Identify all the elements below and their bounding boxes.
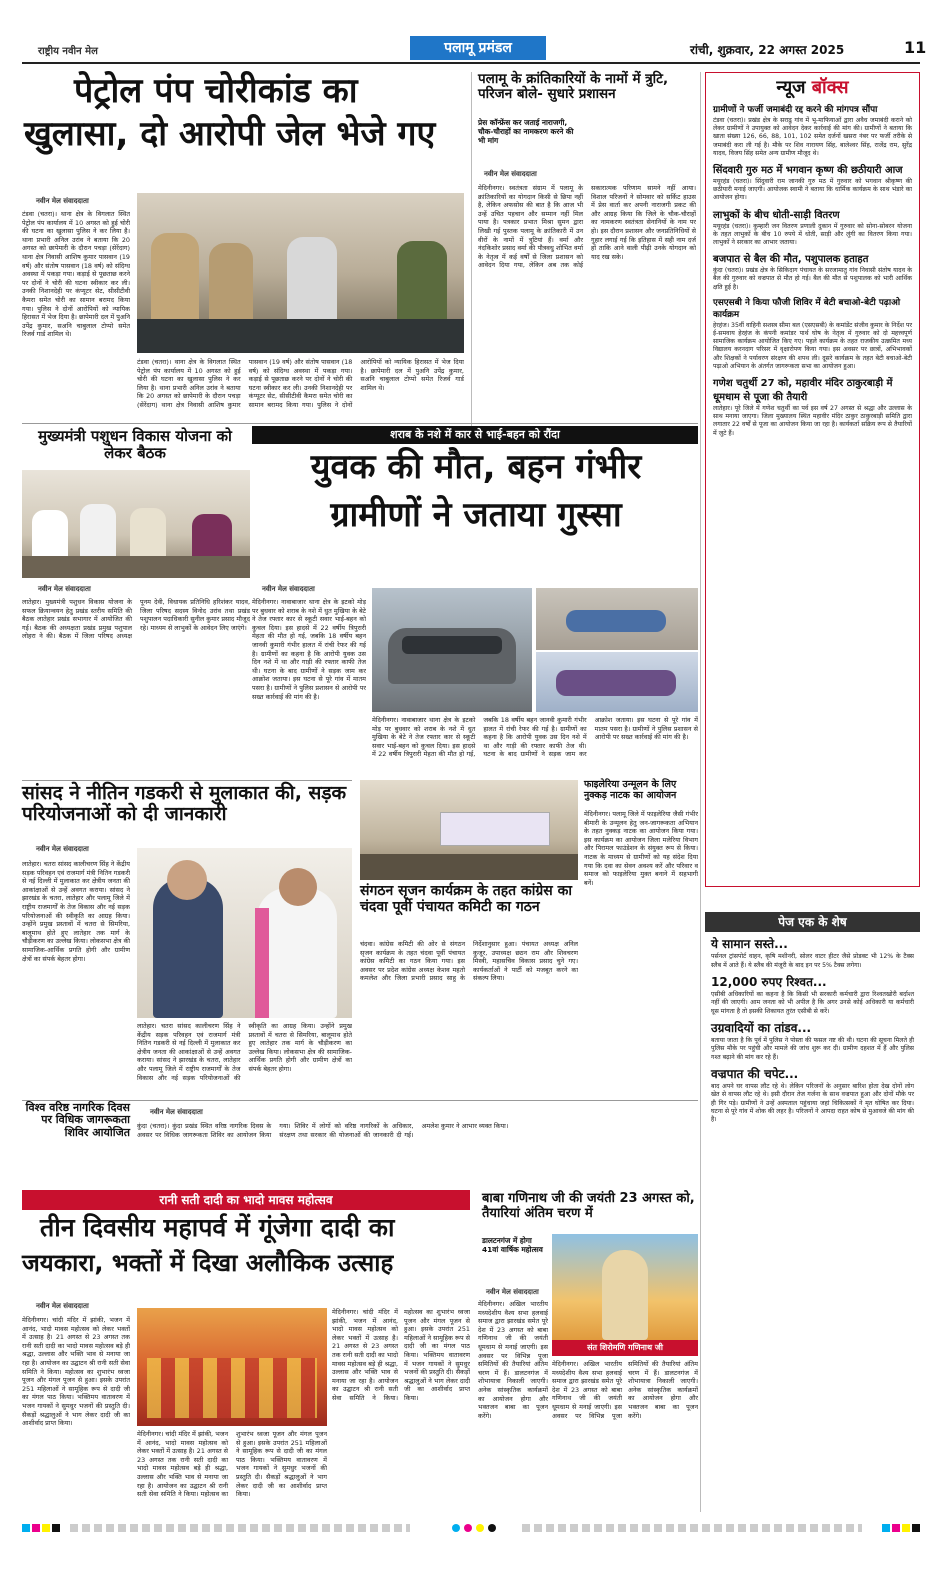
baba-photo	[552, 1234, 698, 1356]
rani-photo	[137, 1308, 327, 1426]
vishwa-body	[137, 1122, 698, 1188]
rani-band: रानी सती दादी का भादो मावस महोत्सव	[22, 1190, 470, 1210]
sharab-photo-car	[372, 588, 532, 712]
palamu-headline: पलामू के क्रांतिकारियों के नामों में त्रुटि, परिजन बोले- सुधारे प्रशासन	[478, 71, 669, 103]
mp-body	[22, 860, 130, 1100]
lead-photo	[137, 193, 464, 353]
sharab-body-text: मेदिनीनगर। नावाबाजार थाना क्षेत्र के इटको मोड़ पर बुधवार को शराब के नशे में धुत मुखिया के बेटे ने तेज रफ्तार कार से स्कूटी सवार भाई-बहन को कुचल दिया। इस हादसे में 22 वर्षीय त्रिपुरारी मेहता की मौत हो गई, जबकि 18 वर्षीय बहन जानवी कुमारी गंभीर हालत में रांची रेफर की गई है। ग्रामीणों का कहना है कि आरोपी युवक उस दिन नशे में था और गाड़ी की रफ्तार काफी तेज थी। घटना के बाद ग्रामीणों ने सड़क जाम कर आक्रोश जताया। इस घटना से पूरे गांव में मातम पसरा है। ग्रामीणों ने पुलिस प्रशासन से आरोपी पर सख्त कार्रवाई की मांग की है।	[252, 598, 366, 701]
mp-headline: सांसद ने नीतिन गडकरी से मुलाकात की, सड़क परियोजनाओं को दी जानकारी	[22, 782, 347, 826]
filariya-headline: फाइलेरिया उन्मूलन के लिए नुक्कड़ नाटक का आयोजन	[584, 779, 677, 801]
filariya-body: मेदिनीनगर। पलामू जिले में फाइलेरिया जैसी गंभीर बीमारी के उन्मूलन हेतु जन-जागरूकता अभियान के तहत नुक्कड़ नाटक का आयोजन किया गया। इस कार्यक्रम का आयोजन जिला मलेरिया विभाग और पिरामल फाउंडेशन के संयुक्त रूप से किया। नाटक के माध्यम से ग्रामीणों को यह संदेश दिया गया कि दवा का सेवन अवश्य करें और परिवार व समाज को फाइलेरिया मुक्त बनाने में सहभागी बनें।	[584, 810, 698, 887]
page-ek-item-body: बताया जाता है कि पूर्व में पुलिस ने पोस्ता की फसल नष्ट की थी। घटना की सूचना मिलते ही पुलिस मौके पर पहुंची और मामले की जांच शुरू कर दी। ग्रामीण दहशत में हैं और पुलिस गश्त बढ़ाने की मांग कर रहे हैं।	[711, 1037, 914, 1061]
masthead-left: राष्ट्रीय नवीन मेल	[38, 46, 98, 57]
vishwa-body-columns: कुंदा (चतरा)। कुंदा प्रखंड स्थित वरिष्ठ नागरिक दिवस के अवसर पर विधिक जागरूकता शिविर का आयोजन किया गया। शिविर में लोगों को वरिष्ठ नागरिकों के अधिकार, संरक्षण तथा सरकार की योजनाओं की जानकारी दी गई। अमलेश कुमार ने आभार व्यक्त किया।	[137, 1122, 509, 1139]
page-ek-section	[705, 912, 920, 1512]
palamu-body	[478, 118, 696, 418]
mp-body-columns: लातेहार। चतरा सांसद कालीचरण सिंह ने केंद्रीय सड़क परिवहन एवं राजमार्ग मंत्री नितिन गडकरी से नई दिल्ली में मुलाकात कर क्षेत्रीय जनता की आकांक्षाओं से उन्हें अवगत कराया। सांसद ने झारखंड के चतरा, लातेहार और पलामू जिले में राष्ट्रीय राजमार्गों के तेज विकास और नई सड़क परियोजनाओं की स्वीकृति का आग्रह किया। उन्होंने प्रमुख प्रस्तावों में चतरा से सिमरिया, बालूमाथ होते हुए लातेहार तक मार्ग के चौड़ीकरण का उल्लेख किया। लोकसभा क्षेत्र की सामाजिक-आर्थिक प्रगति होगी और ग्रामीण क्षेत्रों का संपर्क बेहतर होगा।	[137, 1022, 352, 1082]
rani-headline-2: जयकारा, भक्तों में दिखा अलौकिक उत्साह	[22, 1249, 394, 1277]
mp-body-text: लातेहार। चतरा सांसद कालीचरण सिंह ने केंद्रीय सड़क परिवहन एवं राजमार्ग मंत्री नितिन गडकरी से नई दिल्ली में मुलाकात कर क्षेत्रीय जनता की आकांक्षाओं से उन्हें अवगत कराया। सांसद ने झारखंड के चतरा, लातेहार और पलामू जिले में राष्ट्रीय राजमार्गों के तेज विकास और नई सड़क परियोजनाओं की स्वीकृति का आग्रह किया। उन्होंने प्रमुख प्रस्तावों में चतरा से सिमरिया, बालूमाथ होते हुए लातेहार तक मार्ग के चौड़ीकरण का उल्लेख किया। लोकसभा क्षेत्र की सामाजिक-आर्थिक प्रगति होगी और ग्रामीण क्षेत्रों का संपर्क बेहतर होगा।	[22, 860, 130, 963]
baba-photo-caption: संत शिरोमणि गणिनाथ जी	[552, 1340, 698, 1356]
baba-body-columns: मेदिनीनगर। अखिल भारतीय मध्यदेशीय वैश्य सभा हलवाई समाज द्वारा झारखंड समेत पूरे देश में 23 अगस्त को बाबा गणिनाथ जी की जयंती धूमधाम से मनाई जाएगी। इस अवसर पर विभिन्न पूजा समितियों की तैयारियां अंतिम चरण में हैं। डालटनगंज में शोभायात्रा निकाली जाएगी। अनेक सांस्कृतिक कार्यक्रमों का आयोजन होगा और भक्तजन बाबा का पूजन करेंगे।	[552, 1360, 698, 1420]
page-ek-item-body: बाद अपने घर वापस लौट रहे थे। लेकिन परिजनों के अनुसार बारिश होता देख दोनों लोग खेत से वापस लौट रहे थे। इसी दौरान तेज गर्जना के साथ वज्रपात हुआ और दोनों मौके पर ही गिर पड़े। ग्रामीणों ने उन्हें अस्पताल पहुंचाया जहां चिकित्सकों ने मृत घोषित कर दिया। घटना से पूरे गांव में शोक की लहर है। परिजनों ने आपदा राहत कोष से मुआवजे की मांग की है।	[711, 1083, 914, 1123]
newsbox-item-body: मयूरहंड (चतरा)। सिंदुवारी राम जानकी गुरु मठ में गुरुवार को भगवान श्रीकृष्ण की छठीयारी मनाई जाएगी। आयोजक स्वामी ने बताया कि धार्मिक कार्यक्रम के साथ भंडारे का आयोजन होगा।	[713, 178, 912, 202]
page-ek-item-body: पर्सनल ट्रांसपोर्ट वाहन, कृषि मशीनरी, सोलर वाटर हीटर जैसे प्रोडक्ट भी 12% के टैक्स स्लैब में आते हैं। ये स्लैब की मंजूरी के बाद इन पर 5% टैक्स लगेगा।	[711, 953, 914, 969]
sharab-byline: नवीन मेल संवाददाता	[262, 585, 315, 593]
rani-body	[22, 1316, 130, 1512]
lead-headline-2: खुलासा, दो आरोपी जेल भेजे गए	[24, 114, 436, 154]
cm-byline: नवीन मेल संवाददाता	[38, 585, 91, 593]
sangathan-body-columns: चंदवा। कांग्रेस कमिटी की ओर से संगठन सृजन कार्यक्रम के तहत चंदवा पूर्वी पंचायत कांग्रेस कमिटी का गठन किया गया। इस अवसर पर प्रदेश कांग्रेस अध्यक्ष केशव महतो कमलेश और जिला प्रभारी प्रसाद साहु के निर्देशानुसार हुआ। पंचायत अध्यक्ष अनिल कुजूर, उपाध्यक्ष छठन राम और शिवचरण मिस्त्री, महासचिव विकास प्रसाद चुने गए। कार्यकर्ताओं ने पार्टी को मजबूत करने का संकल्प लिया।	[360, 940, 578, 983]
page-ek-band: पेज एक के शेष	[705, 912, 920, 932]
palamu-body-columns: मेदिनीनगर। स्वतंत्रता संग्राम में पलामू के क्रांतिकारियों का योगदान किसी से छिपा नहीं है, लेकिन अफसोस की बात है कि आज भी उन्हें उचित पहचान और सम्मान नहीं मिल पाया है। पत्रकार प्रभात मिश्रा सुमन द्वारा लिखी गई पुस्तक पलामू के क्रांतिकारी में उन वीरों के नामों में त्रुटियां हैं। वर्मा और नंदकिशोर प्रसाद वर्मा की पौत्रवधु शोभित वर्मा के नेतृत्व में कई वर्षों से जिला प्रशासन को आवेदन दिया गया, लेकिन अब तक कोई सकारात्मक परिणाम सामने नहीं आया। विशाल परिजनों ने सोमवार को सर्किट हाउस में प्रेस वार्ता कर अपनी नाराजगी प्रकट की और आग्रह किया कि जिले के चौक-चौराहों का नामकरण स्वतंत्रता सेनानियों के नाम पर हो। इस दौरान प्रशासन और जनप्रतिनिधियों से गुहार लगाई गई कि इतिहास में सही नाम दर्ज हों ताकि आने वाली पीढ़ी उनके योगदान को याद रख सके।	[478, 184, 696, 270]
rani-body-columns: मेदिनीनगर। चांदी मंदिर में झांकी, भजन में आनंद, भादो मावस महोत्सव को लेकर भक्तों में उत्साह है। 21 अगस्त से 23 अगस्त तक रानी सती दादी का भादो मावस महोत्सव बड़े ही श्रद्धा, उल्लास और भक्ति भाव से मनाया जा रहा है। आयोजन का उद्घाटन श्री रानी सती सेवा समिति ने किया। महोत्सव का शुभारंभ ध्वजा पूजन और मंगल पूजन से हुआ। इसके उपरांत 251 महिलाओं ने सामूहिक रूप से दादी जी का मंगल पाठ किया। भक्तिमय वातावरण में भजन गायकों ने सुमधुर भजनों की प्रस्तुति दी। सैकड़ों श्रद्धालुओं ने भाग लेकर दादी जी का आशीर्वाद प्राप्त किया।	[137, 1430, 327, 1499]
newsbox-item-body: कुंदा (चतरा)। प्रखंड क्षेत्र के सिकिदाग पंचायत के सरजामातु गांव निवासी संतोष यादव के बैल की गुरुवार को वज्रपात से मौत हो गई। बैल की मौत से पशुपालक को भारी आर्थिक क्षति हुई है।	[713, 267, 912, 291]
lead-byline: नवीन मेल संवाददाता	[36, 197, 89, 205]
newsbox-item-title: एसएसबी ने किया फौजी शिविर में बेटी बचाओ-बेटी पढ़ाओ कार्यक्रम	[713, 297, 901, 320]
newsbox-title-b: बॉक्स	[811, 77, 849, 98]
mp-body-cont	[137, 1022, 352, 1098]
sharab-body-columns: मेदिनीनगर। नावाबाजार थाना क्षेत्र के इटको मोड़ पर बुधवार को शराब के नशे में धुत मुखिया के बेटे ने तेज रफ्तार कार से स्कूटी सवार भाई-बहन को कुचल दिया। इस हादसे में 22 वर्षीय त्रिपुरारी मेहता की मौत हो गई, जबकि 18 वर्षीय बहन जानवी कुमारी गंभीर हालत में रांची रेफर की गई है। ग्रामीणों का कहना है कि आरोपी युवक उस दिन नशे में था और गाड़ी की रफ्तार काफी तेज थी। घटना के बाद ग्रामीणों ने सड़क जाम कर आक्रोश जताया। इस घटना से पूरे गांव में मातम पसरा है। ग्रामीणों ने पुलिस प्रशासन से आरोपी पर सख्त कार्रवाई की मांग की है।	[372, 716, 698, 759]
newsbox-item-title: ग्रामीणों ने फर्जी जमाबंदी रद्द करने की मांगपत्र सौंपा	[713, 105, 878, 115]
mp-photo	[137, 848, 352, 1018]
page-number: 11	[904, 38, 927, 57]
newsbox-item-body: लातेहार। पूरे जिले में गणेश चतुर्थी का पर्व इस वर्ष 27 अगस्त से श्रद्धा और उल्लास के साथ मनाया जाएगा। जिला मुख्यालय स्थित महावीर मंदिर ठाकुर ठाकुरबाड़ी समिति द्वारा लगातार 22 वर्षों से पूजा का आयोजन किया जा रहा है। कार्यकर्ता सक्रिय रूप से तैयारियों में जुटे हैं।	[713, 405, 912, 437]
newsbox-item-title: लाभुकों के बीच धोती-साड़ी वितरण	[713, 209, 840, 221]
newsbox-item-body: टंडवा (चतरा)। प्रखंड क्षेत्र के सराढु गांव में भू-माफियाओं द्वारा अवैध जमाबंदी कराने को लेकर ग्रामीणों ने उपायुक्त को आवेदन देकर कार्रवाई की मांग की। ग्रामीणों ने बताया कि खाता संख्या 126, 66, 88, 101, 102 समेत दर्जनों खसरा नंबर पर फर्जी तरीके से जमाबंदी करा ली गई है। मौके पर शिव नारायण सिंह, बालेश्वर सिंह, राजेंद्र राम, सुरेंद्र यादव, विजय सिंह समेत अन्य ग्रामीण मौजूद थे।	[713, 117, 912, 157]
sharab-headline-1: युवक की मौत, बहन गंभीर	[310, 447, 642, 487]
baba-body-cont	[552, 1360, 698, 1512]
sharab-headline-2: ग्रामीणों ने जताया गुस्सा	[330, 495, 622, 535]
page-ek-item-title: वज्रपात की चपेट...	[711, 1066, 799, 1081]
newsbox	[705, 72, 920, 887]
cm-photo	[22, 470, 250, 578]
page-ek-item-title: उग्रवादियों का तांडव...	[711, 1020, 812, 1035]
newsbox-item-body: मयूरहंड (चतरा)। कुम्हारी जन वितरण प्रणाली दुकान में गुरुवार को सोना-सोबरन योजना के तहत लाभुकों के बीच 10 रुपये में धोती, साड़ी और लुंगी का वितरण किया गया। लाभुकों ने सरकार का आभार जताया।	[713, 222, 912, 247]
newsbox-item-body: हेरहंज। 35वीं वाहिनी सशस्त्र सीमा बल (एसएसबी) के कमांडेंट संजीव कुमार के निर्देश पर ई-समवाय हेरहंज के कंपनी कमांडर पार्थ घोष के नेतृत्व में गुरुवार को दो महत्त्वपूर्ण सामाजिक कार्यक्रम आयोजित किए गए। पहले कार्यक्रम के तहत राजकीय उत्क्रमित मध्य विद्यालय करनदाग परिसर में वृक्षारोपण किया गया। इस अवसर पर छात्रों, अभिभावकों और शिक्षकों ने पर्यावरण संरक्षण की शपथ ली। दूसरे कार्यक्रम के तहत बेटी बचाओ-बेटी पढ़ाओ अभियान के अंतर्गत जागरूकता सभा का आयोजन हुआ।	[713, 321, 912, 370]
sharab-body-cont	[372, 716, 698, 778]
baba-body	[478, 1300, 548, 1512]
palamu-kicker: प्रेस कॉन्फ्रेंस कर जताई नाराजगी, चौक-चौराहों का नामकरण करने की भी मांग	[478, 118, 574, 145]
cm-body	[22, 598, 250, 778]
rani-body-cont	[137, 1430, 327, 1512]
sangathan-body	[360, 940, 578, 1090]
newsbox-item-title: सिंदवारी गुरु मठ में भगवान कृष्ण की छठीयारी आज	[713, 165, 903, 177]
page-ek-item-title: ये सामान सस्ते...	[711, 937, 788, 951]
sangathan-headline: संगठन सृजन कार्यक्रम के तहत कांग्रेस का चंदवा पूर्वी पंचायत कमिटी का गठन	[360, 883, 572, 915]
sharab-band: शराब के नशे में कार से भाई-बहन को रौंदा	[252, 426, 698, 444]
rani-byline: नवीन मेल संवाददाता	[36, 1302, 89, 1310]
mp-byline: नवीन मेल संवाददाता	[36, 845, 89, 853]
lead-body: टंडवा (चतरा)। थाना क्षेत्र के विगलात स्थित पेट्रोल पंप कार्यालय में 10 अगस्त को हुई चोरी की घटना का खुलासा पुलिस ने कर लिया है। थाना प्रभारी अनिल उरांव ने बताया कि 20 अगस्त को छापेमारी के दौरान पचड़ा (सेरेंदाग) थाना क्षेत्र निवासी आशिष कुमार पासवान (19 वर्ष) और संतोष पासवान (18 वर्ष) को संदिग्ध अवस्था में पकड़ा गया। कड़ाई से पूछताछ करने पर दोनों ने चोरी की घटना स्वीकार कर ली। उनकी निशानदेही पर कंप्यूटर सेट, सीसीटीवी कैमरा समेत चोरी का सामान बरामद किया गया। पुलिस ने दोनों आरोपियों को न्यायिक हिरासत में भेज दिया है। छापेमारी दल में पुअनि उपेंद्र कुमार, सअनि चाबुलाल टोप्पो समेत रिजर्व गार्ड शामिल थे।	[22, 210, 130, 339]
sharab-photo-hospital	[536, 652, 698, 712]
lead-body-cont	[137, 358, 464, 418]
baba-kicker: डालटनगंज में होगा 41वां वार्षिक महोत्सव	[482, 1236, 543, 1254]
sharab-body	[252, 598, 366, 778]
rani-body-right	[332, 1308, 470, 1512]
cm-headline: मुख्यमंत्री पशुधन विकास योजना को लेकर बैठक	[38, 427, 232, 462]
newsbox-title	[706, 75, 919, 99]
masthead	[22, 34, 927, 64]
rani-body-right-columns: मेदिनीनगर। चांदी मंदिर में झांकी, भजन में आनंद, भादो मावस महोत्सव को लेकर भक्तों में उत्साह है। 21 अगस्त से 23 अगस्त तक रानी सती दादी का भादो मावस महोत्सव बड़े ही श्रद्धा, उल्लास और भक्ति भाव से मनाया जा रहा है। आयोजन का उद्घाटन श्री रानी सती सेवा समिति ने किया। महोत्सव का शुभारंभ ध्वजा पूजन और मंगल पूजन से हुआ। इसके उपरांत 251 महिलाओं ने सामूहिक रूप से दादी जी का मंगल पाठ किया। भक्तिमय वातावरण में भजन गायकों ने सुमधुर भजनों की प्रस्तुति दी। सैकड़ों श्रद्धालुओं ने भाग लेकर दादी जी का आशीर्वाद प्राप्त किया।	[332, 1308, 470, 1402]
baba-body-text: मेदिनीनगर। अखिल भारतीय मध्यदेशीय वैश्य सभा हलवाई समाज द्वारा झारखंड समेत पूरे देश में 23 अगस्त को बाबा गणिनाथ जी की जयंती धूमधाम से मनाई जाएगी। इस अवसर पर विभिन्न पूजा समितियों की तैयारियां अंतिम चरण में हैं। डालटनगंज में शोभायात्रा निकाली जाएगी। अनेक सांस्कृतिक कार्यक्रमों का आयोजन होगा और भक्तजन बाबा का पूजन करेंगे।	[478, 1300, 548, 1420]
lead-headline-1: पेट्रोल पंप चोरीकांड का	[74, 71, 358, 111]
sharab-photo-victim	[536, 588, 698, 650]
sangathan-photo	[360, 780, 578, 880]
palamu-byline: नवीन मेल संवाददाता	[484, 170, 537, 178]
rani-body-text: मेदिनीनगर। चांदी मंदिर में झांकी, भजन में आनंद, भादो मावस महोत्सव को लेकर भक्तों में उत्साह है। 21 अगस्त से 23 अगस्त तक रानी सती दादी का भादो मावस महोत्सव बड़े ही श्रद्धा, उल्लास और भक्ति भाव से मनाया जा रहा है। आयोजन का उद्घाटन श्री रानी सती सेवा समिति ने किया। महोत्सव का शुभारंभ ध्वजा पूजन और मंगल पूजन से हुआ। इसके उपरांत 251 महिलाओं ने सामूहिक रूप से दादी जी का मंगल पाठ किया। भक्तिमय वातावरण में भजन गायकों ने सुमधुर भजनों की प्रस्तुति दी। सैकड़ों श्रद्धालुओं ने भाग लेकर दादी जी का आशीर्वाद प्राप्त किया।	[22, 1316, 130, 1428]
registration-bar	[22, 1522, 920, 1534]
vishwa-headline: विश्व वरिष्ठ नागरिक दिवस पर विधिक जागरूकता शिविर आयोजित	[25, 1101, 130, 1139]
rani-headline-1: तीन दिवसीय महापर्व में गूंजेगा दादी का	[40, 1213, 395, 1242]
newsbox-title-a: न्यूज	[776, 77, 812, 98]
newsbox-item-title: बजपात से बैल की मौत, पशुपालक हताहत	[713, 254, 869, 266]
baba-byline: नवीन मेल संवाददाता	[486, 1288, 539, 1296]
section-badge: पलामू प्रमंडल	[410, 36, 546, 60]
newsbox-item-title: गणेश चतुर्थी 27 को, महावीर मंदिर ठाकुरबाड़ी में धूमधाम से पूजा की तैयारी	[713, 378, 893, 404]
page-ek-item-body: एसीबी अधिकारियों का कहना है कि किसी भी सरकारी कर्मचारी द्वारा रिश्वतखोरी बर्दाश्त नहीं की जाएगी। आम जनता को भी अपील है कि अगर उनसे कोई अधिकारी या कर्मचारी घूस मांगता है तो इसकी शिकायत तुरंत एसीबी से करें।	[711, 991, 914, 1015]
baba-headline: बाबा गणिनाथ जी की जयंती 23 अगस्त को, तैयारियां अंतिम चरण में	[482, 1191, 695, 1221]
page-ek-item-title: 12,000 रुपए रिश्वत...	[711, 974, 827, 989]
vishwa-byline: नवीन मेल संवाददाता	[150, 1108, 203, 1116]
lead-body-columns: टंडवा (चतरा)। थाना क्षेत्र के विगलात स्थित पेट्रोल पंप कार्यालय में 10 अगस्त को हुई चोरी की घटना का खुलासा पुलिस ने कर लिया है। थाना प्रभारी अनिल उरांव ने बताया कि 20 अगस्त को छापेमारी के दौरान पचड़ा (सेरेंदाग) थाना क्षेत्र निवासी आशिष कुमार पासवान (19 वर्ष) और संतोष पासवान (18 वर्ष) को संदिग्ध अवस्था में पकड़ा गया। कड़ाई से पूछताछ करने पर दोनों ने चोरी की घटना स्वीकार कर ली। उनकी निशानदेही पर कंप्यूटर सेट, सीसीटीवी कैमरा समेत चोरी का सामान बरामद किया गया। पुलिस ने दोनों आरोपियों को न्यायिक हिरासत में भेज दिया है। छापेमारी दल में पुअनि उपेंद्र कुमार, सअनि चाबुलाल टोप्पो समेत रिजर्व गार्ड शामिल थे।	[137, 358, 464, 409]
dateline: रांची, शुक्रवार, 22 अगस्त 2025	[690, 43, 845, 57]
cm-body-columns: लातेहार। मुख्यमंत्री पशुधन विकास योजना के सफल क्रियान्वयन हेतु प्रखंड स्तरीय समिति की बैठक लातेहार प्रखंड सभागार में आयोजित की गई। बैठक की अध्यक्षता प्रखंड प्रमुख पशुपाल लोहरा ने की। बैठक में जिला परिषद अध्यक्ष पूनम देवी, विधायक प्रतिनिधि हरिशंकर यादव, जिला परिषद सदस्य विनोद उरांव तथा प्रखंड पशुपालन पदाधिकारी सुनील कुमार प्रसाद मौजूद रहे। माध्यम से लाभुकों के आवेदन लिए जाएंगे।	[22, 598, 250, 641]
